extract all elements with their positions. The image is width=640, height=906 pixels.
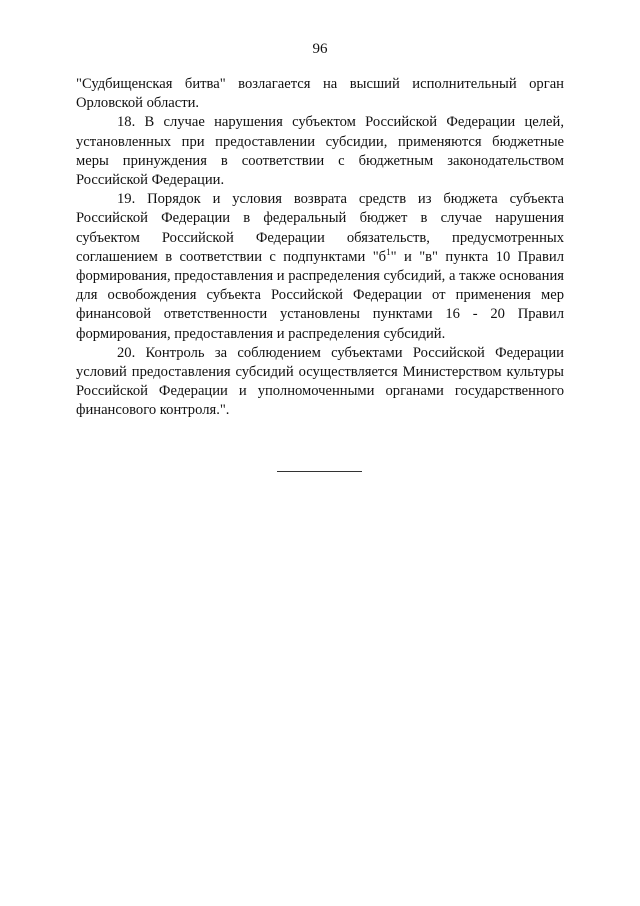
- page-number: 96: [312, 41, 328, 57]
- paragraph-19-text-after: " и "в" пункта 10 Правил формирования, предоставления и распределения субсидий, а также основания для освобождения субъекта Российской Федерации от применения мер финансовой ответственности установлены пунктами 16 - 20 Правил формирования, предоставления и распределения субсидий.: [76, 248, 564, 342]
- superscript-index: 1: [386, 246, 391, 257]
- paragraph-20: 20. Контроль за соблюдением субъектами Российской Федерации условий предоставления субсидий осуществляется Министерством культуры Российской Федерации и уполномоченными органами государственного финансового контроля.".: [76, 344, 564, 419]
- paragraph-continuation: "Судбищенская битва" возлагается на высший исполнительный орган Орловской области.: [76, 76, 564, 112]
- end-divider: [277, 471, 362, 472]
- paragraph-19-text-before: 19. Порядок и условия возврата средств из бюджета субъекта Российской Федерации в федеральный бюджет в случае нарушения субъектом Российской Федерации обязательств, предусмотренных соглашением в соответствии с подпунктами "б: [76, 191, 564, 265]
- document-body: [76, 75, 564, 421]
- paragraph-19: [76, 190, 564, 344]
- paragraph-18: 18. В случае нарушения субъектом Российской Федерации целей, установленных при предоставлении субсидии, применяются бюджетные меры принуждения в соответствии с бюджетным законодательством Российской Федерации.: [76, 114, 564, 189]
